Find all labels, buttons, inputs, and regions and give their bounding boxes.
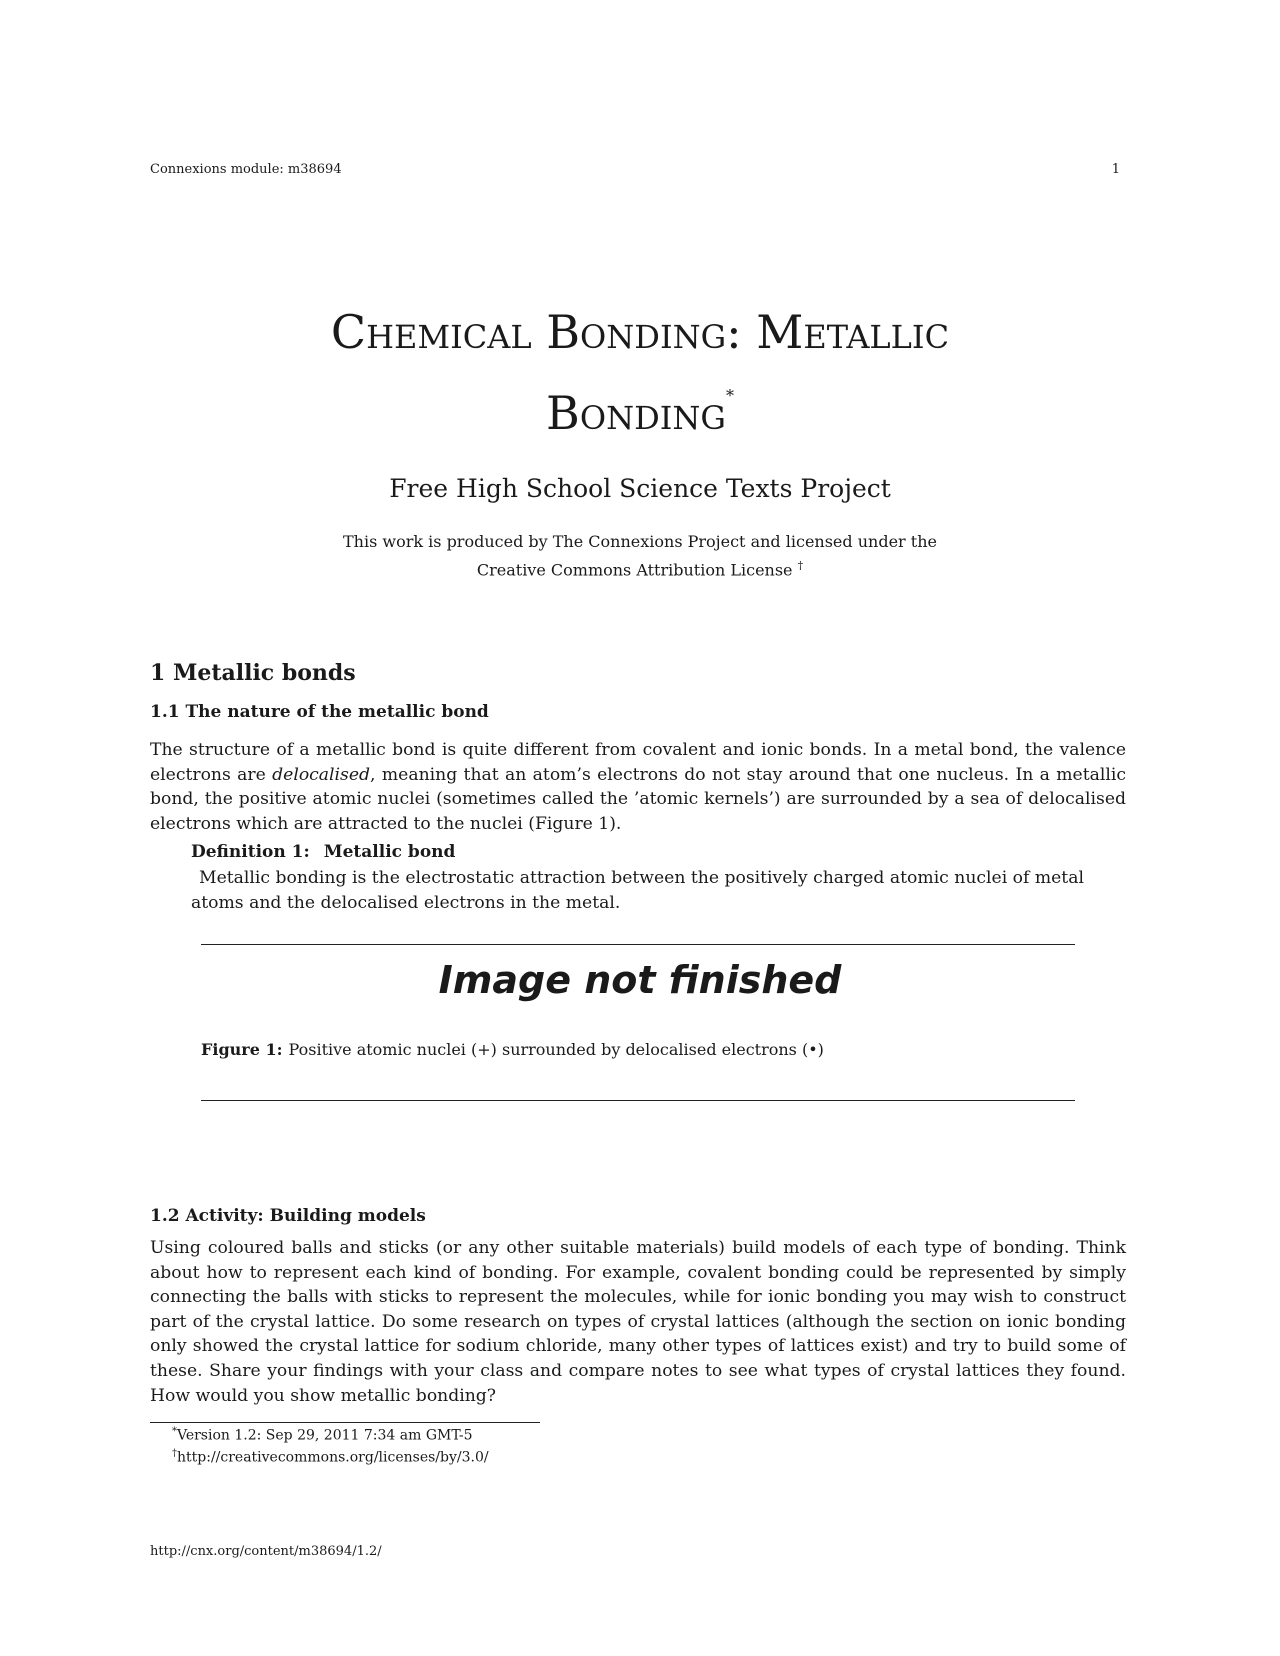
subsection-heading-nature: 1.1 The nature of the metallic bond xyxy=(150,702,489,722)
paragraph-nature-text-1: The structure of a metallic bond is quite different from covalent and ionic bonds. In a metal bond, the valence electrons are xyxy=(150,740,1126,785)
footnote-license-mark: † xyxy=(172,1448,177,1459)
footer-url-link[interactable]: http://cnx.org/content/m38694/1.2/ xyxy=(150,1544,382,1559)
figure-caption xyxy=(201,1040,824,1059)
figure-top-rule xyxy=(201,944,1075,945)
title-line-1: Chemical Bonding: Metallic xyxy=(330,305,950,359)
page-number: 1 xyxy=(1111,162,1120,177)
figure-caption-text: Positive atomic nuclei (+) surrounded by delocalised electrons (•) xyxy=(288,1040,824,1059)
paragraph-nature-text-2: , meaning that an atom’s electrons do not stay around that one nucleus. In a metallic bond, the positive atomic nuclei (sometimes called the ’atomic kernels’) are surrounded by a sea of delocalised electrons which are attracted to the nuclei (Figure 1). xyxy=(150,764,1127,834)
title-footnote-mark[interactable]: * xyxy=(725,386,734,405)
document-title xyxy=(140,300,1140,445)
license-notice xyxy=(140,530,1140,582)
license-line-2 xyxy=(140,554,1140,582)
section-heading-metallic-bonds: 1 Metallic bonds xyxy=(150,660,356,686)
license-footnote-mark[interactable]: † xyxy=(797,559,804,572)
author-line: Free High School Science Texts Project xyxy=(389,474,891,503)
footnote-version-text: Version 1.2: Sep 29, 2011 7:34 am GMT-5 xyxy=(177,1427,473,1444)
definition-term: Metallic bond xyxy=(323,842,456,862)
footnote-license-link[interactable]: http://creativecommons.org/licenses/by/3.0/ xyxy=(177,1449,489,1466)
figure-caption-label: Figure 1: xyxy=(201,1040,283,1059)
footnote-rule xyxy=(150,1422,540,1423)
footnote-version-mark: * xyxy=(172,1426,177,1437)
figure-placeholder-image: Image not finished xyxy=(438,958,842,1002)
definition-heading xyxy=(191,842,455,862)
title-line-2 xyxy=(546,364,734,445)
paragraph-nature-of-bond xyxy=(150,738,1126,836)
definition-body: Metallic bonding is the electrostatic attraction between the positively charged atomic nuclei of metal atoms and the delocalised electrons in the metal. xyxy=(191,868,1084,913)
footnote-license-url xyxy=(172,1448,489,1466)
license-line-2-text: Creative Commons Attribution License xyxy=(476,560,793,580)
title-line-2-text: Bonding xyxy=(546,386,726,440)
footnote-version xyxy=(172,1426,473,1444)
definition-label: Definition 1: xyxy=(191,842,310,862)
subsection-heading-activity: 1.2 Activity: Building models xyxy=(150,1206,426,1226)
license-line-1: This work is produced by The Connexions Project and licensed under the xyxy=(343,532,937,551)
emphasis-delocalised: delocalised xyxy=(272,764,371,785)
figure-bottom-rule xyxy=(201,1100,1075,1101)
running-header-module: Connexions module: m38694 xyxy=(150,162,342,177)
paragraph-activity: Using coloured balls and sticks (or any other suitable materials) build models of each type of bonding. Think about how to represent each kind of bonding. For example, covalent bonding could be represented by simply connecting the balls with sticks to represent the molecules, while for ionic bonding you may wish to construct part of the crystal lattice. Do some research on types of crystal lattices (although the section on ionic bonding only showed the crystal lattice for sodium chloride, many other types of lattices exist) and try to build some of these. Share your findings with your class and compare notes to see what types of crystal lattices they found. How would you show metallic bonding? xyxy=(150,1238,1126,1406)
